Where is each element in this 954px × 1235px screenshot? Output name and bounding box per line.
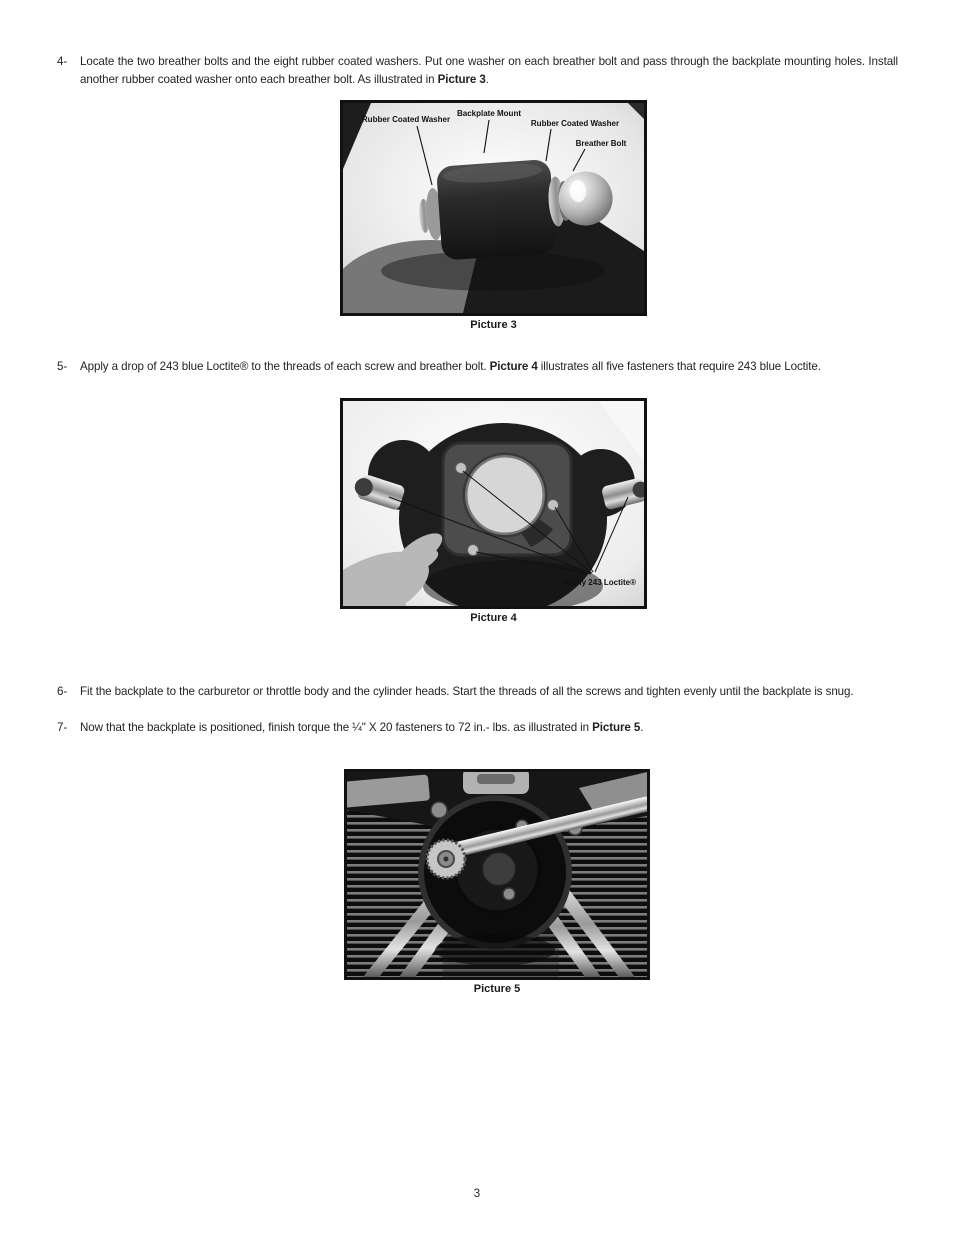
step-6-text [80, 683, 898, 701]
step-4 [57, 53, 898, 88]
picture-5-photo [344, 769, 650, 980]
step-6-text-pre: Fit the backplate to the carburetor or throttle body and the cylinder heads. Start the threads of all the screws and tighten evenly until the backplate is snug. [80, 685, 854, 698]
step-7-text-bold: Picture 5 [592, 721, 641, 734]
picture-5-caption: Picture 5 [473, 983, 521, 995]
step-5 [57, 358, 898, 376]
step-4-text-pre: Locate the two breather bolts and the eight rubber coated washers. Put one washer on each breather bolt and pass through the backplate mounting holes. Install another rubber coated washer onto each breather bolt. As illustrated in [80, 55, 898, 86]
picture-5-illustration [347, 772, 647, 977]
step-7-text-post: . [640, 721, 644, 734]
step-5-number: 5- [57, 360, 68, 373]
picture-3-photo [340, 100, 647, 316]
step-7-text-pre: Now that the backplate is positioned, finish torque the ¼" X 20 fasteners to 72 in.- lbs. as illustrated in [80, 721, 593, 734]
photo-label-breather-bolt: Breather Bolt [575, 139, 627, 148]
picture-4-figure [340, 398, 647, 624]
picture-4-illustration [343, 401, 644, 606]
picture-3-figure [340, 100, 647, 331]
picture-3-caption: Picture 3 [470, 319, 517, 331]
step-7-text [80, 719, 898, 737]
step-5-text [80, 358, 898, 376]
photo-label-backplate-mount: Backplate Mount [456, 109, 522, 118]
picture-4-photo [340, 398, 647, 609]
picture-3-illustration [343, 103, 644, 313]
picture-5-figure [344, 769, 650, 995]
step-6-number: 6- [57, 685, 68, 698]
step-4-text-post: . [485, 72, 489, 86]
photo-label-apply-loctite: Apply 243 Loctite® [563, 578, 636, 587]
step-7-number: 7- [57, 721, 68, 734]
step-5-text-bold: Picture 4 [489, 360, 538, 373]
page-number: 3 [473, 1188, 481, 1200]
photo-label-washer-left: Rubber Coated Washer [361, 115, 451, 124]
photo-label-washer-right: Rubber Coated Washer [530, 119, 620, 128]
step-5-text-pre: Apply a drop of 243 blue Loctite® to the threads of each screw and breather bolt. [80, 360, 490, 373]
picture-4-caption: Picture 4 [470, 612, 517, 624]
step-4-number: 4- [57, 55, 68, 68]
step-6 [57, 683, 898, 701]
step-7 [57, 719, 898, 737]
step-4-text [80, 53, 898, 88]
step-5-text-post: illustrates all five fasteners that require 243 blue Loctite. [537, 360, 821, 373]
step-4-text-bold: Picture 3 [437, 72, 486, 86]
